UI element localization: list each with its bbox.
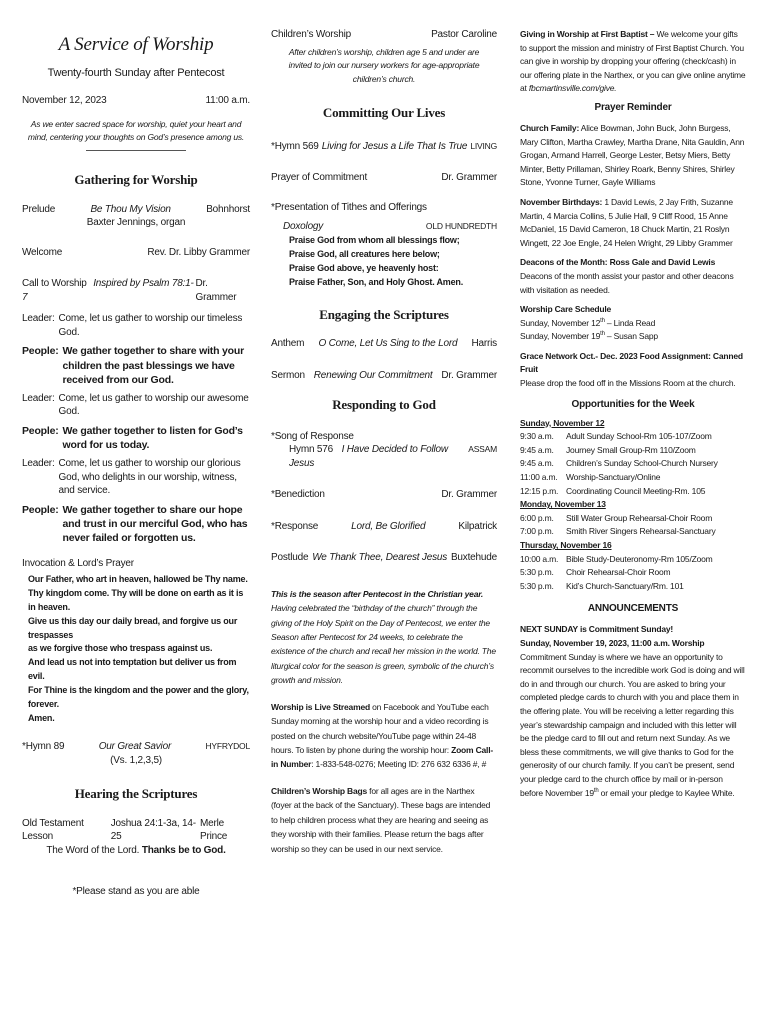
childrens-label: Children’s Worship [271, 29, 351, 40]
deacons-lead: Deacons of the Month: Ross Gale and David Lewis [520, 257, 716, 268]
doxology-line: Praise Father, Son, and Holy Ghost. Amen. [289, 276, 464, 287]
prayer-line: Our Father, who art in heaven, hallowed be Thy name. [28, 573, 248, 584]
litany-text: We gather together to listen for God’s word for us today. [62, 424, 243, 452]
litany-text: Come, let us gather to worship our timeless God. [58, 313, 243, 338]
event-time: 9:45 a.m. [520, 458, 554, 469]
word-of-lord [22, 844, 250, 858]
anthem-label: Anthem [271, 338, 305, 350]
sermon-row [271, 369, 497, 383]
benediction-row [271, 488, 497, 502]
giving-note [520, 28, 746, 96]
hymn-576-tune: ASSAM [468, 444, 497, 455]
event-name: Smith River Singers Rehearsal-Sanctuary [566, 526, 716, 537]
callin-label: Zoom Call-in Number [271, 745, 493, 770]
litany-role: People: [22, 503, 59, 516]
anthem-title: O Come, Let Us Sing to the Lord [318, 338, 458, 350]
event-time: 12:15 p.m. [520, 485, 559, 496]
event-name: Bible Study-Deuteronomy-Rm 105/Zoom [566, 553, 713, 564]
litany-line [22, 503, 250, 546]
litany-role: Leader: [22, 458, 55, 470]
childrens-leader: Pastor Caroline [431, 29, 497, 40]
litany-text: Come, let us gather to worship our glorious God, who delights in our worship, witness, and service. [58, 458, 241, 497]
hymn-569-row [271, 140, 497, 154]
gathering-heading: Gathering for Worship [74, 172, 198, 188]
bags-lead: Children’s Worship Bags [271, 785, 367, 796]
day-heading: Monday, November 13 [520, 499, 606, 510]
day-heading: Sunday, November 12 [520, 417, 605, 428]
postlude-composer: Buxtehude [450, 552, 497, 564]
divider [86, 150, 186, 151]
giving-url[interactable]: fbcmartinsville.com/give. [528, 83, 617, 94]
announcements-heading: ANNOUNCEMENTS [587, 603, 679, 615]
intro-text: As we enter sacred space for worship, quiet your heart and mind, centering your thoughts on God’s presence among us. [27, 118, 245, 143]
ot-reference: Joshua 24:1-3a, 14-25 [110, 817, 196, 843]
stand-note: *Please stand as you are able [72, 886, 200, 898]
anthem-composer: Harris [471, 338, 497, 350]
event-time: 5:30 p.m. [520, 580, 554, 591]
grace-lead: Grace Network Oct.- Dec. 2023 Food Assignment: Canned Fruit [520, 350, 743, 375]
response-row [271, 520, 497, 534]
stream-lead: Worship is Live Streamed [271, 701, 370, 712]
call-leader: Dr. Grammer [195, 278, 237, 303]
welcome-leader: Rev. Dr. Libby Grammer [147, 246, 250, 258]
family-lead: Church Family: [520, 122, 580, 133]
doxology-label: Doxology [283, 221, 324, 233]
event-time: 6:00 p.m. [520, 512, 554, 523]
service-subtitle: Twenty-fourth Sunday after Pentecost [47, 66, 225, 79]
event-name: Coordinating Council Meeting-Rm. 105 [566, 485, 706, 496]
litany-role: People: [22, 424, 59, 437]
giving-text: We welcome your gifts to support the mission and ministry of First Baptist Church. You can give in worship by dropping your offering (check/cash) in our offering plate in the Narthex, or you can give online anytime at [520, 29, 746, 94]
postlude-title: We Thank Thee, Dearest Jesus [312, 552, 448, 564]
litany-role: People: [22, 345, 59, 358]
event-row [520, 553, 746, 567]
hymn-569-title: Living for Jesus a Life That Is True [321, 140, 468, 152]
stream-text: on Facebook and YouTube each Sunday morning at the worship hour and a video recording is posted on the church website/YouTube page within 24-48 hours. To listen by phone during the worship hour: [271, 701, 489, 756]
care-2-sup: th [600, 331, 605, 338]
care-1-name: – Linda Read [604, 317, 656, 328]
hymn-576-row [271, 443, 497, 470]
postlude-label: Postlude [271, 552, 309, 564]
hymn-89-row [22, 740, 250, 754]
postlude-row [271, 551, 497, 565]
prayer-heading: Prayer Reminder [594, 101, 672, 113]
doxology-line: Praise God from whom all blessings flow; [289, 234, 460, 245]
litany-role: Leader: [22, 313, 55, 325]
prelude-row [22, 203, 250, 217]
hymn-576-label: Hymn 576 [289, 444, 333, 456]
care-1-date: Sunday, November 12 [520, 317, 601, 328]
event-name: Worship-Sanctuary/Online [566, 472, 661, 483]
service-date: November 12, 2023 [22, 95, 107, 107]
event-row [520, 525, 746, 539]
litany-text: We gather together to share our hope and trust in our merciful God, who has never failed or forgotten us. [62, 503, 248, 545]
event-name: Still Water Group Rehearsal-Choir Room [566, 512, 713, 523]
sermon-leader: Dr. Grammer [441, 369, 497, 381]
next-sunday-line-1: NEXT SUNDAY is Commitment Sunday! [520, 624, 674, 635]
welcome-label: Welcome [22, 246, 63, 258]
ann-body: Commitment Sunday is where we have an opportunity to recommit ourselves to the incredible work God is doing and will do in and through our church. You are asked to bring your completed pledge cards to church with you and place them in the offering plate. You will be receiving a letter regarding this year’s stewardship campaign and included with this letter will be the pledge card to fill out and return next Sunday. As we bless these commitments, we will give thanks to God for the generosity of our church family. If you can’t be present, send your pledge card to the church office by mail or in-person before November 19 [520, 651, 745, 798]
event-time: 9:45 a.m. [520, 444, 554, 455]
birthdays-text: 1 David Lewis, 2 Jay Frith, Suzanne Martin, 4 Marcia Collins, 5 Julie Hall, 9 Cliff Rood, 15 Anne McDaniel, 15 David Cameron, 18 Chuck Martin, 21 Roslyn Wingett, 22 Joe Engle, 24 Helen Wright, 29 Libby Grammer [520, 196, 733, 248]
prayer-line: For Thine is the kingdom and the power and the glory, forever. [28, 685, 249, 710]
hymn-569-label: *Hymn 569 [271, 140, 319, 152]
event-row [520, 430, 746, 444]
doxology-line: Praise God, all creatures here below; [289, 248, 440, 259]
bags-text: for all ages are in the Narthex (foyer at the back of the Sanctuary). These bags are intended to help children process what they are hearing and seeing as they worship with their families. Please return the bags after worship so they can be used in our next service. [271, 785, 491, 854]
prelude-title: Be Thou My Vision [90, 203, 171, 215]
commitment-leader: Dr. Grammer [441, 172, 497, 184]
event-time: 9:30 a.m. [520, 431, 554, 442]
prayer-line: as we forgive those who trespass against us. [28, 643, 213, 654]
hymn-89-verses: (Vs. 1,2,3,5) [110, 754, 162, 766]
doxology-text [271, 234, 497, 290]
hearing-heading: Hearing the Scriptures [74, 786, 198, 802]
prayer-line: Amen. [28, 713, 55, 724]
callin-text: : 1-833-548-0276; Meeting ID: 276 632 6336 #, # [311, 759, 487, 770]
litany-text: We gather together to share with your children the past blessings we have received from our God. [62, 345, 244, 386]
opportunities-heading: Opportunities for the Week [571, 398, 695, 410]
grace-text: Please drop the food off in the Missions Room at the church. [520, 378, 736, 389]
care-2-date: Sunday, November 19 [520, 331, 601, 342]
care-heading: Worship Care Schedule [520, 304, 612, 315]
litany [22, 312, 250, 545]
hymn-89-title: Our Great Savior [98, 741, 172, 753]
call-label: Call to Worship [22, 278, 87, 290]
opportunities-list [520, 417, 746, 594]
litany-line [22, 424, 250, 452]
deacons-text: Deacons of the month assist your pastor and other deacons with visitation as needed. [520, 270, 734, 295]
commitment-row [271, 171, 497, 185]
call-source: Inspired by Psalm 78:1-7 [22, 278, 194, 303]
event-row [520, 457, 746, 471]
season-text: Having celebrated the “birthday of the church” through the giving of the Holy Spirit on the Day of Pentecost, we enter the Season after Pentecost for 24 weeks, to celebrate the existence of the church and recall her mission in the world. The liturgical color for the season is green, symbolic of the church’s growth and mission. [271, 603, 496, 686]
prayer-line: And lead us not into temptation but deliver us from evil. [28, 657, 237, 682]
season-note [271, 587, 497, 688]
order-of-worship-column [22, 28, 250, 899]
livestream-note [271, 700, 497, 772]
hymn-89-label: *Hymn 89 [22, 741, 65, 753]
ann-tail: or email your pledge to Kaylee White. [598, 787, 735, 798]
event-time: 7:00 p.m. [520, 526, 554, 537]
event-row [520, 580, 746, 594]
ot-reader: Merle Prince [199, 817, 228, 843]
next-sunday-line-2: Sunday, November 19, 2023, 11:00 a.m. Worship [520, 637, 705, 648]
tithes-label: *Presentation of Tithes and Offerings [271, 201, 427, 213]
ann-sup: th [593, 787, 599, 794]
benediction-label: *Benediction [271, 489, 325, 501]
worship-bags-note [271, 784, 497, 856]
announcement-text [520, 651, 746, 801]
event-row [520, 485, 746, 499]
litany-text: Come, let us gather to worship our awesome God. [58, 392, 249, 418]
song-label: *Song of Response [271, 430, 354, 442]
response-label: *Response [271, 520, 319, 532]
event-time: 11:00 a.m. [520, 472, 558, 483]
event-name: Children’s Sunday School-Church Nursery [566, 458, 718, 469]
prelude-composer: Bohnhorst [206, 203, 250, 215]
hymn-89-tune: HYFRYDOL [205, 741, 250, 752]
event-name: Journey Small Group-Rm 110/Zoom [566, 444, 696, 455]
doxology-tune: OLD HUNDREDTH [425, 221, 497, 232]
anthem-row [271, 337, 497, 351]
event-row [520, 566, 746, 580]
order-of-worship-column-2 [271, 28, 497, 856]
event-name: Choir Rehearsal-Choir Room [566, 567, 671, 578]
response-composer: Kilpatrick [458, 520, 497, 532]
commitment-label: Prayer of Commitment [271, 172, 368, 184]
responding-heading: Responding to God [332, 397, 436, 413]
day-heading: Thursday, November 16 [520, 540, 612, 550]
childrens-note: After children’s worship, children age 5 and under are invited to join our nursery workers for age-appropriate children’s church. [288, 46, 480, 84]
doxology-row [271, 220, 497, 234]
prayer-line: Thy kingdom come. Thy will be done on earth as it is in heaven. [28, 587, 244, 612]
announcements-column [520, 28, 746, 800]
doxology-line: Praise God above, ye heavenly host: [289, 262, 439, 273]
sermon-label: Sermon [271, 369, 305, 381]
ot-lesson-row [22, 817, 250, 844]
event-time: 5:30 p.m. [520, 567, 554, 578]
welcome-row [22, 246, 250, 260]
invocation-label: Invocation & Lord’s Prayer [22, 558, 134, 570]
event-name: Kid’s Church-Sanctuary/Rm. 101 [566, 580, 684, 591]
event-time: 10:00 a.m. [520, 553, 559, 564]
care-line-2 [520, 330, 746, 344]
church-family [520, 122, 746, 190]
litany-line [22, 344, 250, 387]
event-row [520, 444, 746, 458]
season-lead: This is the season after Pentecost in the Christian year. [271, 588, 484, 599]
hymn-576-title: I Have Decided to Follow Jesus [289, 444, 448, 469]
lords-prayer [22, 573, 250, 726]
service-time: 11:00 a.m. [205, 95, 250, 107]
litany-role: Leader: [22, 392, 55, 404]
event-row [520, 512, 746, 526]
word-response: Thanks be to God. [141, 844, 226, 856]
birthdays-lead: November Birthdays: [520, 196, 603, 207]
ot-label: Old Testament Lesson [22, 817, 84, 843]
hymn-569-tune: LIVING [470, 140, 497, 151]
committing-heading: Committing Our Lives [322, 105, 446, 121]
november-birthdays [520, 196, 746, 250]
family-text: Alice Bowman, John Buck, John Burgess, Mary Clifton, Martha Crawley, Martha Drane, Nita Gauldin, Ann Grogan, Armand Harrell, George Lester, Betsy Miers, Betty Minter, Betty Prillaman, Shirley Roark, Benny Shires, Shirley Stone, Yvonne Turner, Gayle Williams [520, 122, 745, 188]
prayer-line: Give us this day our daily bread, and forgive us our trespasses [28, 615, 238, 640]
benediction-leader: Dr. Grammer [441, 489, 497, 501]
word-text: The Word of the Lord. [46, 844, 140, 856]
care-1-sup: th [600, 317, 605, 324]
event-row [520, 471, 746, 485]
response-title: Lord, Be Glorified [351, 520, 426, 532]
care-2-name: – Susan Sapp [604, 331, 658, 342]
engaging-heading: Engaging the Scriptures [319, 306, 449, 322]
prelude-label: Prelude [22, 203, 56, 215]
sermon-title: Renewing Our Commitment [313, 369, 433, 381]
giving-lead: Giving in Worship at First Baptist – [520, 29, 655, 39]
call-to-worship-row [22, 277, 250, 304]
event-name: Adult Sunday School-Rm 105-107/Zoom [566, 431, 712, 442]
prelude-performer: Baxter Jennings, organ [86, 217, 186, 229]
date-row [22, 94, 250, 108]
litany-line [22, 312, 250, 339]
care-line-1 [520, 317, 746, 331]
childrens-worship-row [271, 28, 497, 42]
service-title: A Service of Worship [58, 34, 214, 55]
litany-line [22, 392, 250, 419]
litany-line [22, 457, 250, 498]
